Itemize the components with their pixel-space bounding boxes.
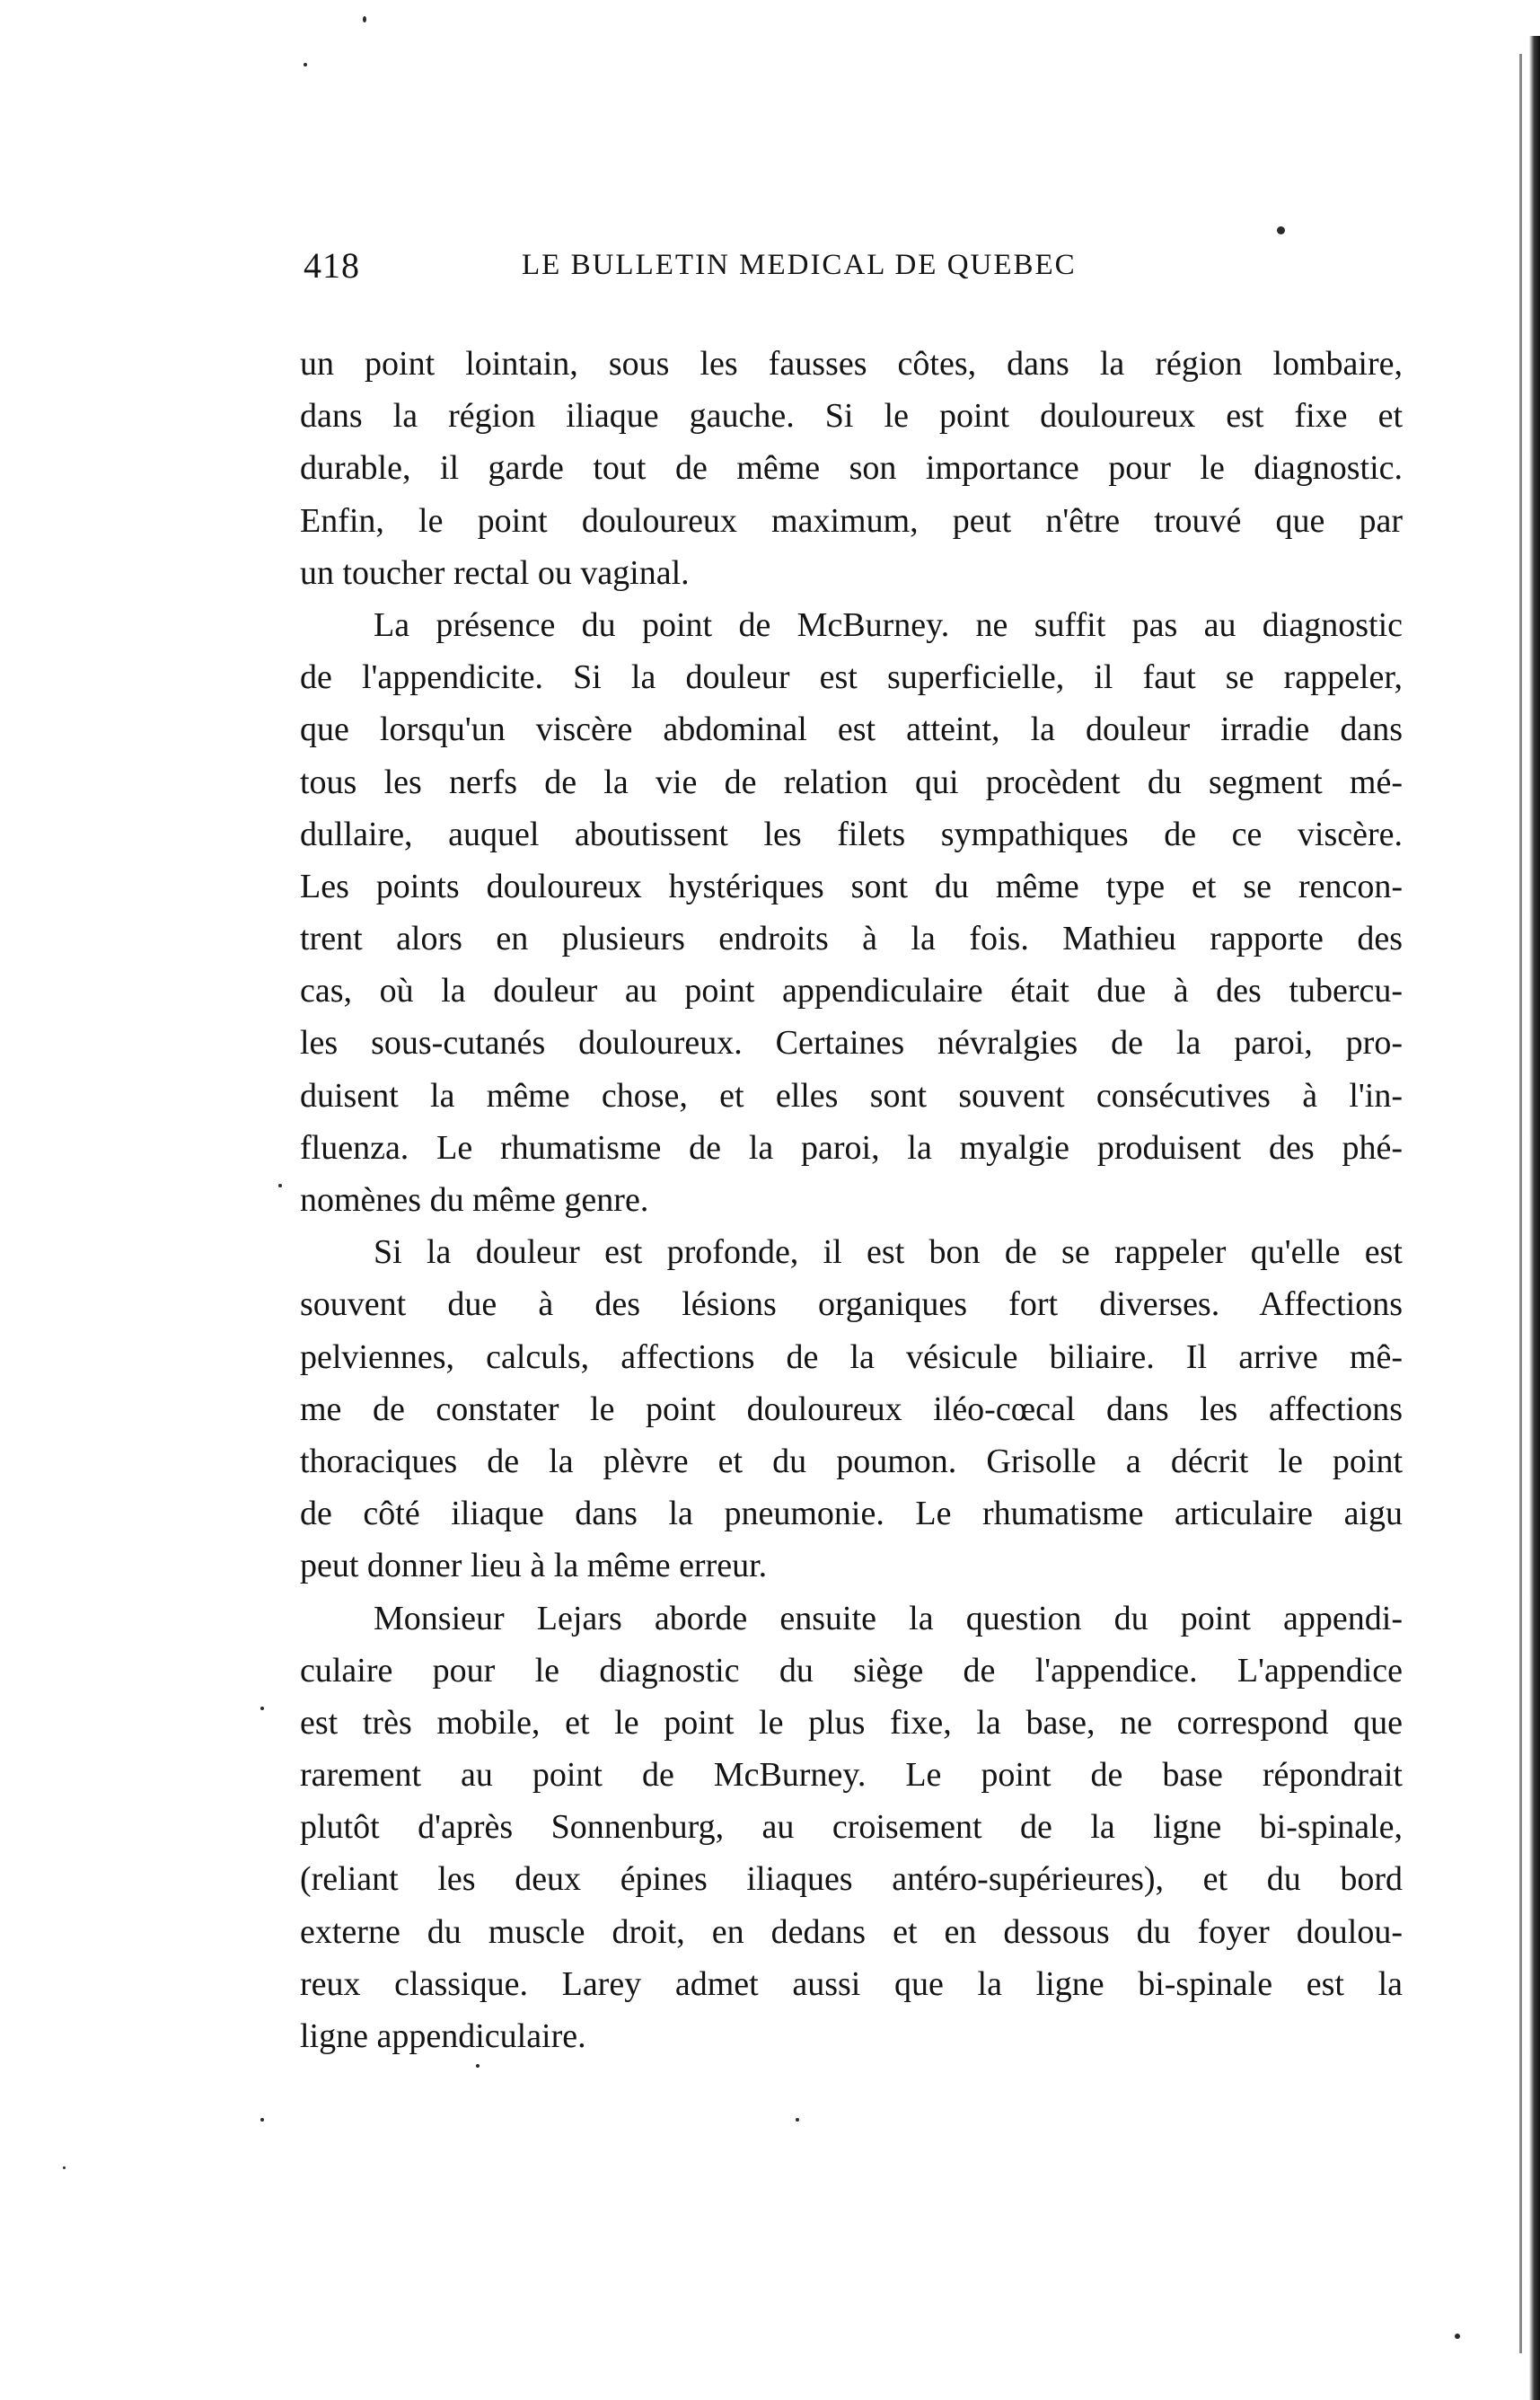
text-line: peut donner lieu à la même erreur.	[300, 1547, 768, 1585]
scan-speck	[476, 2064, 480, 2068]
text-line: est très mobile, et le point le plus fixe, la base, ne correspond que	[300, 1703, 1403, 1742]
text-line: me de constater le point douloureux iléo-cœcal dans les affections	[300, 1390, 1403, 1428]
text-line: Si la douleur est profonde, il est bon de se rappeler qu'elle est	[374, 1233, 1403, 1272]
text-line: souvent due à des lésions organiques fort diverses. Affections	[300, 1285, 1403, 1324]
scan-speck	[363, 16, 366, 22]
text-line: duisent la même chose, et elles sont souvent consécutives à l'in-	[300, 1076, 1403, 1115]
text-line: cas, où la douleur au point appendiculaire était due à des tubercu-	[300, 972, 1403, 1010]
text-line: trent alors en plusieurs endroits à la fois. Mathieu rapporte des	[300, 920, 1403, 958]
text-line: les sous-cutanés douloureux. Certaines névralgies de la paroi, pro-	[300, 1024, 1403, 1063]
body-text	[300, 338, 1403, 2062]
scan-speck	[1455, 2334, 1460, 2339]
text-line: externe du muscle droit, en dedans et en dessous du foyer doulou-	[300, 1912, 1403, 1951]
paragraph	[300, 599, 1403, 1226]
text-line: pelviennes, calculs, affections de la vésicule biliaire. Il arrive mê-	[300, 1337, 1403, 1376]
scan-speck	[278, 1184, 282, 1187]
running-title: LE BULLETIN MEDICAL DE QUEBEC	[522, 249, 1077, 281]
text-line: un toucher rectal ou vaginal.	[300, 553, 690, 592]
scan-speck	[260, 2118, 264, 2122]
scan-speck	[796, 2118, 799, 2122]
binding-shadow	[1519, 54, 1522, 2353]
text-line: de l'appendicite. Si la douleur est superficielle, il faut se rappeler,	[300, 658, 1403, 697]
paragraph	[300, 1226, 1403, 1592]
text-line: dullaire, auquel aboutissent les filets sympathiques de ce viscère.	[300, 815, 1403, 853]
text-line: La présence du point de McBurney. ne suffit pas au diagnostic	[374, 605, 1403, 644]
text-line: (reliant les deux épines iliaques antéro-supérieures), et du bord	[300, 1860, 1403, 1899]
text-line: thoraciques de la plèvre et du poumon. Grisolle a décrit le point	[300, 1442, 1403, 1480]
text-line: ligne appendiculaire.	[300, 2017, 586, 2055]
scan-speck	[63, 2166, 66, 2169]
text-line: un point lointain, sous les fausses côtes, dans la région lombaire,	[300, 345, 1403, 383]
text-line: nomènes du même genre.	[300, 1181, 649, 1219]
text-line: Les points douloureux hystériques sont du même type et se rencon-	[300, 867, 1403, 905]
page-number: 418	[304, 245, 360, 286]
text-line: plutôt d'après Sonnenburg, au croisement de la ligne bi-spinale,	[300, 1808, 1403, 1847]
text-line: rarement au point de McBurney. Le point de base répondrait	[300, 1756, 1403, 1795]
text-line: Enfin, le point douloureux maximum, peut n'être trouvé que par	[300, 501, 1403, 540]
text-line: Monsieur Lejars aborde ensuite la question du point appendi-	[374, 1599, 1403, 1637]
scan-speck	[260, 1707, 264, 1710]
text-line: dans la région iliaque gauche. Si le point douloureux est fixe et	[300, 397, 1403, 436]
text-line: tous les nerfs de la vie de relation qui procèdent du segment mé-	[300, 763, 1403, 801]
text-line: culaire pour le diagnostic du siège de l'appendice. L'appendice	[300, 1651, 1403, 1690]
scan-speck	[304, 63, 307, 66]
text-line: fluenza. Le rhumatisme de la paroi, la myalgie produisent des phé-	[300, 1128, 1403, 1167]
page-header	[304, 244, 1184, 298]
text-line: de côté iliaque dans la pneumonie. Le rhumatisme articulaire aigu	[300, 1495, 1403, 1533]
paragraph	[300, 1593, 1403, 2063]
paragraph	[300, 338, 1403, 599]
scan-speck	[1277, 226, 1285, 234]
text-line: reux classique. Larey admet aussi que la ligne bi-spinale est la	[300, 1964, 1403, 2003]
text-line: que lorsqu'un viscère abdominal est atteint, la douleur irradie dans	[300, 710, 1403, 749]
text-line: durable, il garde tout de même son importance pour le diagnostic.	[300, 449, 1403, 488]
binding-edge	[1529, 36, 1540, 2400]
